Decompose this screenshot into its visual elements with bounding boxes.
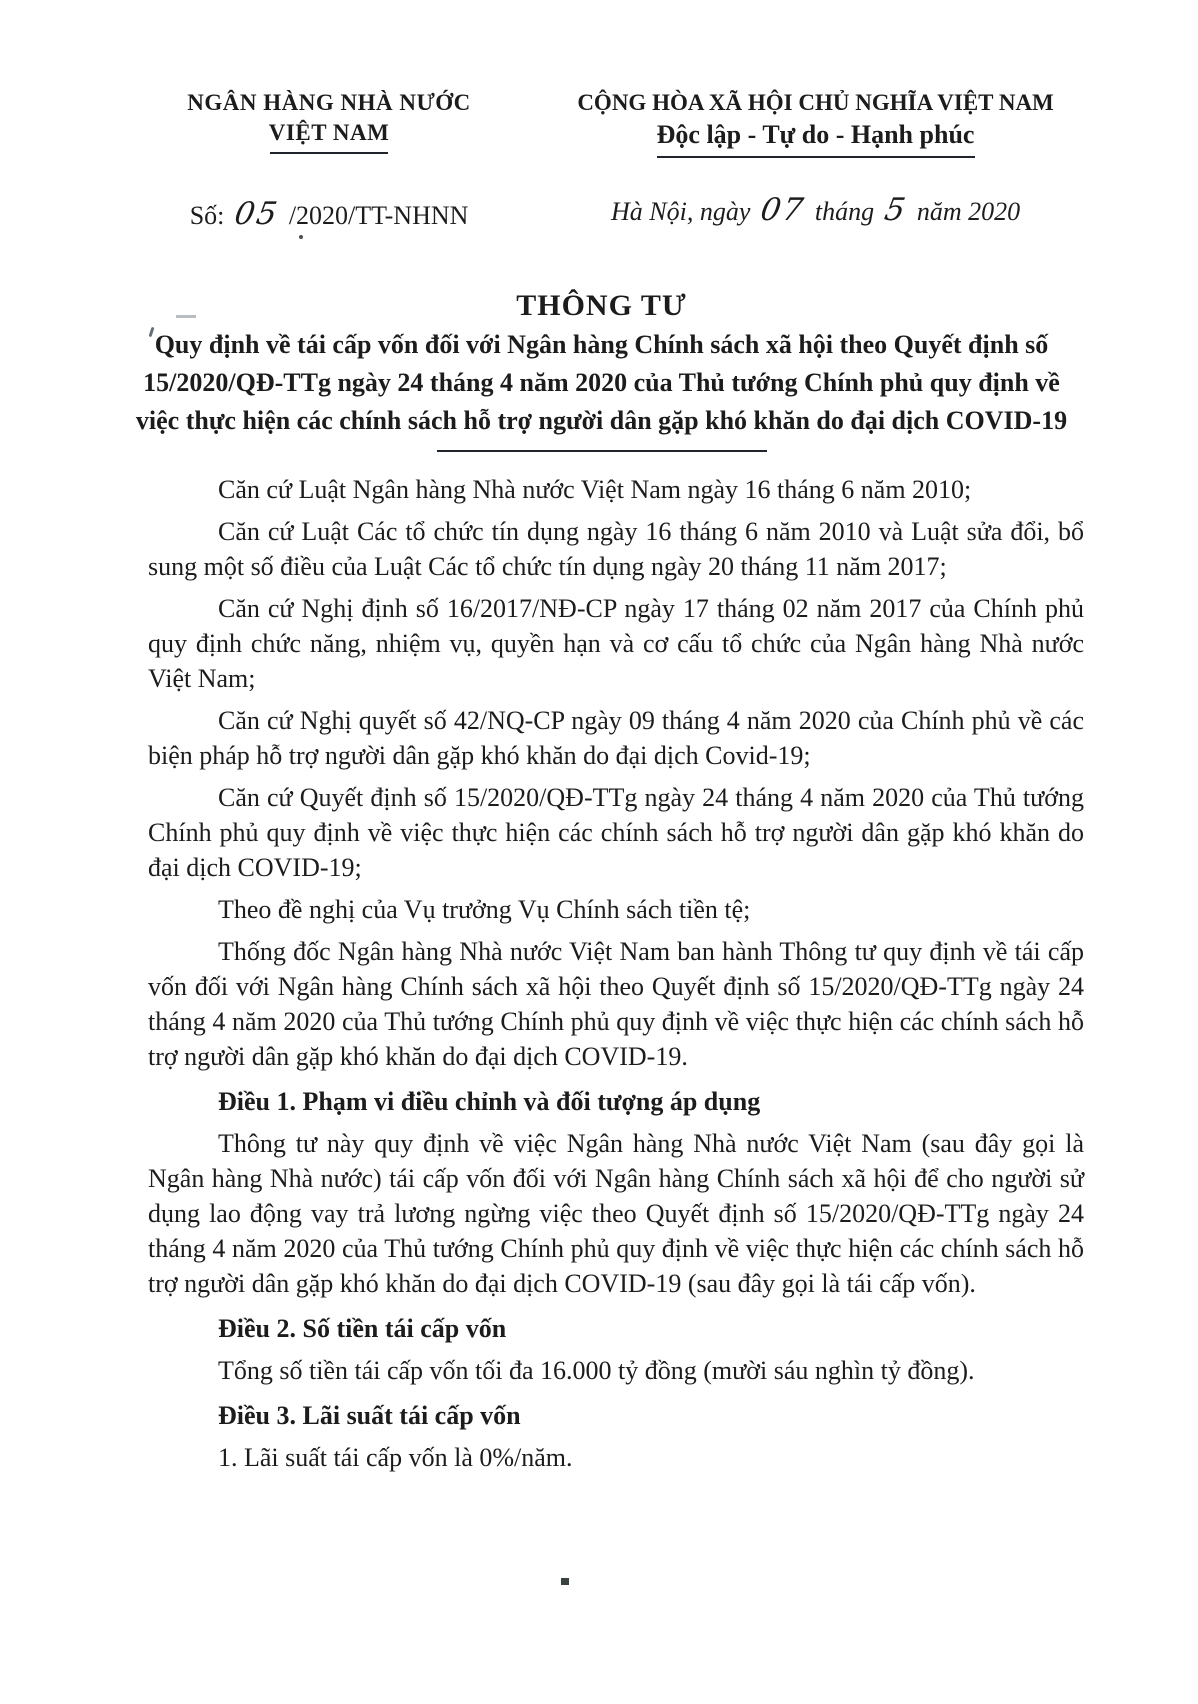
legal-basis-paragraph-3: Căn cứ Nghị định số 16/2017/NĐ-CP ngày 17 tháng 02 năm 2017 của Chính phủ quy định chức năng, nhiệm vụ, quyền hạn và cơ cấu tổ chức của Ngân hàng Nhà nước Việt Nam; [148,594,1084,693]
legal-basis-paragraph-4: Căn cứ Nghị quyết số 42/NQ-CP ngày 09 tháng 4 năm 2020 của Chính phủ về các biện pháp hỗ trợ người dân gặp khó khăn do đại dịch Covid-19; [148,706,1084,770]
document-number-suffix: /2020/TT-NHNN [288,201,469,230]
legal-basis-paragraph-5: Căn cứ Quyết định số 15/2020/QĐ-TTg ngày 24 tháng 4 năm 2020 của Thủ tướng Chính phủ quy định về việc thực hiện các chính sách hỗ trợ người dân gặp khó khăn do đại dịch COVID-19; [148,783,1084,882]
legal-basis-paragraph-1: Căn cứ Luật Ngân hàng Nhà nước Việt Nam ngày 16 tháng 6 năm 2010; [218,475,972,504]
article-2-body: Tổng số tiền tái cấp vốn tối đa 16.000 tỷ đồng (mười sáu nghìn tỷ đồng). [218,1356,975,1385]
issue-date-month-label: tháng [814,197,875,226]
motto-underline [657,156,975,158]
issuer-name-line2: VIỆT NAM [268,120,390,145]
issuer-block [115,88,543,232]
article-3-heading: Điều 3. Lãi suất tái cấp vốn [218,1401,521,1430]
document-number [115,196,543,232]
scan-artifact [299,235,303,239]
document-header [115,88,1088,232]
issuer-name-line1: NGÂN HÀNG NHÀ NƯỚC [187,90,471,115]
title-block [115,288,1088,452]
issue-date-year: năm 2020 [916,197,1021,226]
document-type-title: THÔNG TƯ [516,289,687,322]
scan-artifact [176,315,196,318]
scan-artifact [561,1578,569,1585]
article-1-heading: Điều 1. Phạm vi điều chỉnh và đối tượng áp dụng [218,1087,761,1116]
republic-name: CỘNG HÒA XÃ HỘI CHỦ NGHĨA VIỆT NAM [577,90,1054,115]
proposal-paragraph: Theo đề nghị của Vụ trưởng Vụ Chính sách tiền tệ; [218,895,751,924]
legal-basis-paragraph-2: Căn cứ Luật Các tổ chức tín dụng ngày 16 tháng 6 năm 2010 và Luật sửa đổi, bổ sung một số điều của Luật Các tổ chức tín dụng ngày 20 tháng 11 năm 2017; [148,517,1084,581]
republic-motto: Độc lập - Tự do - Hạnh phúc [656,120,975,149]
issue-date-place: Hà Nội, ngày [611,197,751,226]
title-separator-line [437,450,767,452]
article-2-heading: Điều 2. Số tiền tái cấp vốn [218,1314,507,1343]
document-subject-title: Quy định về tái cấp vốn đối với Ngân hàng Chính sách xã hội theo Quyết định số 15/2020/QĐ-TTg ngày 24 tháng 4 năm 2020 của Thủ tướng Chính phủ quy định về việc thực hiện các chính sách hỗ trợ người dân gặp khó khăn do đại dịch COVID-19 [135,330,1068,435]
document-body [148,472,1084,1475]
article-3-item-1: 1. Lãi suất tái cấp vốn là 0%/năm. [218,1443,573,1472]
issuer-underline [270,152,388,154]
republic-block [543,88,1088,232]
document-number-label: Số: [189,201,225,230]
issue-date-month-handwritten: 5 [881,192,910,228]
enactment-paragraph: Thống đốc Ngân hàng Nhà nước Việt Nam ban hành Thông tư quy định về tái cấp vốn đối với Ngân hàng Chính sách xã hội theo Quyết định số 15/2020/QĐ-TTg ngày 24 tháng 4 năm 2020 của Thủ tướng Chính phủ quy định về việc thực hiện các chính sách hỗ trợ người dân gặp khó khăn do đại dịch COVID-19. [148,937,1084,1071]
article-1-body: Thông tư này quy định về việc Ngân hàng Nhà nước Việt Nam (sau đây gọi là Ngân hàng Nhà nước) tái cấp vốn đối với Ngân hàng Chính sách xã hội để cho người sử dụng lao động vay trả lương ngừng việc theo Quyết định số 15/2020/QĐ-TTg ngày 24 tháng 4 năm 2020 của Thủ tướng Chính phủ quy định về việc thực hiện các chính sách hỗ trợ người dân gặp khó khăn do đại dịch COVID-19 (sau đây gọi là tái cấp vốn). [148,1129,1084,1298]
document-number-handwritten: 05 [231,196,282,232]
issue-date-line [543,192,1088,228]
issue-date-day-handwritten: 07 [757,192,808,228]
